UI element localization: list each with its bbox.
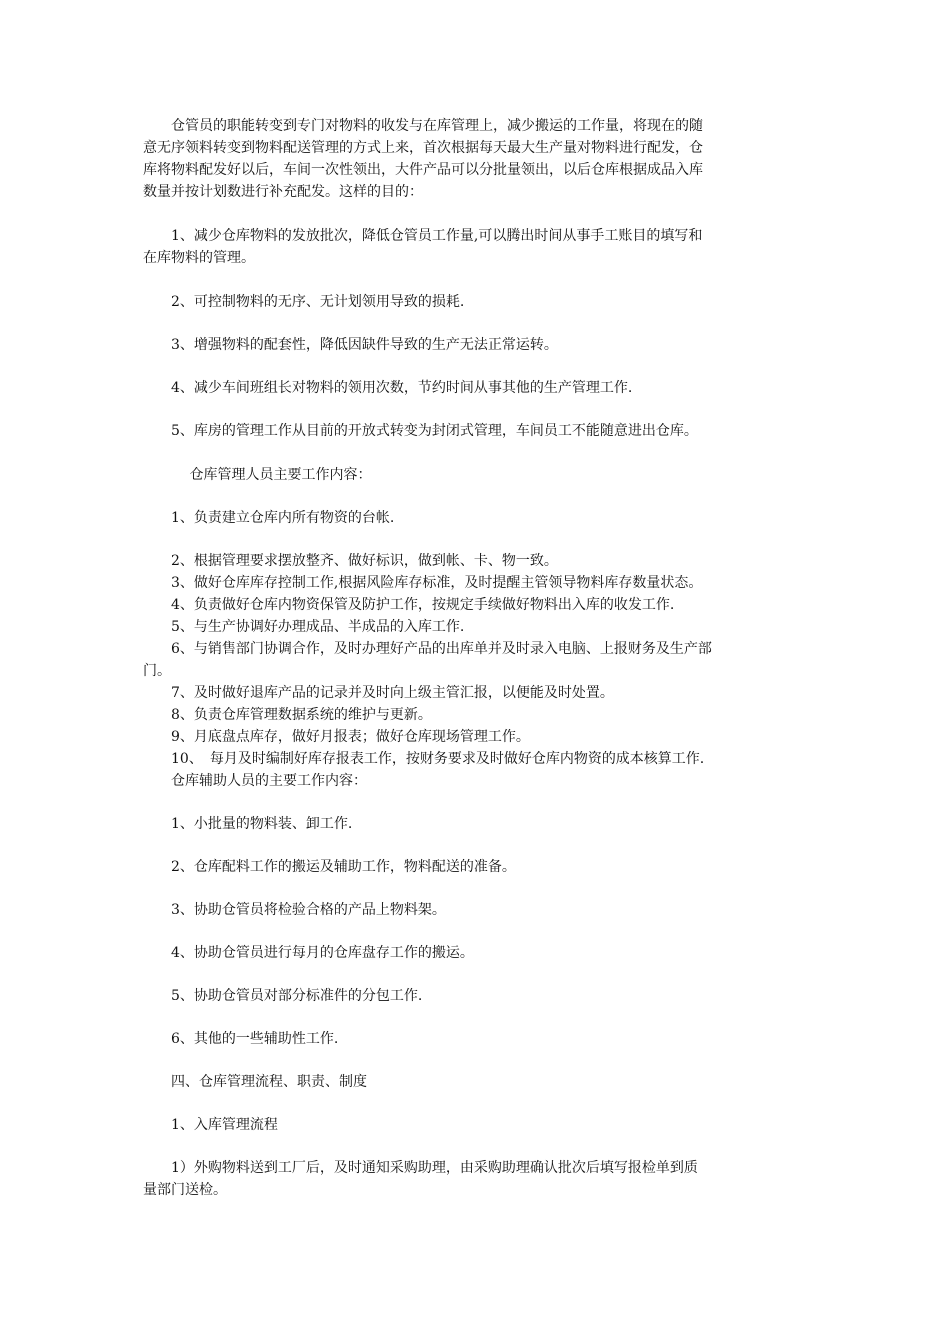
- text-line: 库将物料配发好以后，车间一次性领出，大件产品可以分批量领出，以后仓库根据成品入库: [143, 162, 703, 178]
- text-line: 5、库房的管理工作从目前的开放式转变为封闭式管理，车间员工不能随意进出仓库。: [143, 423, 698, 439]
- section-heading: 四、仓库管理流程、职责、制度: [143, 1074, 367, 1090]
- text-line: 6、其他的一些辅助性工作.: [143, 1031, 339, 1047]
- text-line: 量部门送检。: [143, 1182, 227, 1198]
- section-heading: 仓库辅助人员的主要工作内容：: [143, 773, 367, 789]
- text-line: 7、及时做好退库产品的记录并及时向上级主管汇报，以便能及时处置。: [143, 685, 614, 701]
- text-line: 1、小批量的物料装、卸工作.: [143, 816, 353, 832]
- text-line: 2、可控制物料的无序、无计划领用导致的损耗.: [143, 294, 465, 310]
- text-line: 门。: [143, 663, 171, 679]
- text-line: 数量并按计划数进行补充配发。这样的目的：: [143, 184, 423, 200]
- text-line: 4、减少车间班组长对物料的领用次数，节约时间从事其他的生产管理工作.: [143, 380, 633, 396]
- text-line: 2、仓库配料工作的搬运及辅助工作，物料配送的准备。: [143, 859, 516, 875]
- text-line: 仓管员的职能转变到专门对物料的收发与在库管理上，减少搬运的工作量，将现在的随: [143, 118, 703, 134]
- text-line: 6、与销售部门协调合作，及时办理好产品的出库单并及时录入电脑、上报财务及生产部: [143, 641, 712, 657]
- text-line: 5、与生产协调好办理成品、半成品的入库工作.: [143, 619, 465, 635]
- text-line: 10、 每月及时编制好库存报表工作，按财务要求及时做好仓库内物资的成本核算工作.: [143, 751, 705, 767]
- text-line: 意无序领料转变到物料配送管理的方式上来，首次根据每天最大生产量对物料进行配发，仓: [143, 140, 703, 156]
- text-line: 4、协助仓管员进行每月的仓库盘存工作的搬运。: [143, 945, 474, 961]
- text-line: 4、负责做好仓库内物资保管及防护工作，按规定手续做好物料出入库的收发工作.: [143, 597, 675, 613]
- text-line: 1）外购物料送到工厂后，及时通知采购助理，由采购助理确认批次后填写报检单到质: [143, 1160, 698, 1176]
- text-line: 1、负责建立仓库内所有物资的台帐.: [143, 510, 395, 526]
- text-line: 3、增强物料的配套性，降低因缺件导致的生产无法正常运转。: [143, 337, 558, 353]
- text-line: 3、做好仓库库存控制工作,根据风险库存标准，及时提醒主管领导物料库存数量状态。: [143, 575, 703, 591]
- text-line: 5、协助仓管员对部分标准件的分包工作.: [143, 988, 423, 1004]
- text-line: 1、减少仓库物料的发放批次，降低仓管员工作量,可以腾出时间从事手工账目的填写和: [143, 228, 703, 244]
- section-heading: 仓库管理人员主要工作内容：: [143, 467, 372, 483]
- text-line: 在库物料的管理。: [143, 250, 255, 266]
- text-line: 2、根据管理要求摆放整齐、做好标识，做到帐、卡、物一致。: [143, 553, 558, 569]
- text-line: 8、负责仓库管理数据系统的维护与更新。: [143, 707, 432, 723]
- subsection-heading: 1、入库管理流程: [143, 1117, 278, 1133]
- text-line: 9、月底盘点库存，做好月报表；做好仓库现场管理工作。: [143, 729, 530, 745]
- text-line: 3、协助仓管员将检验合格的产品上物料架。: [143, 902, 446, 918]
